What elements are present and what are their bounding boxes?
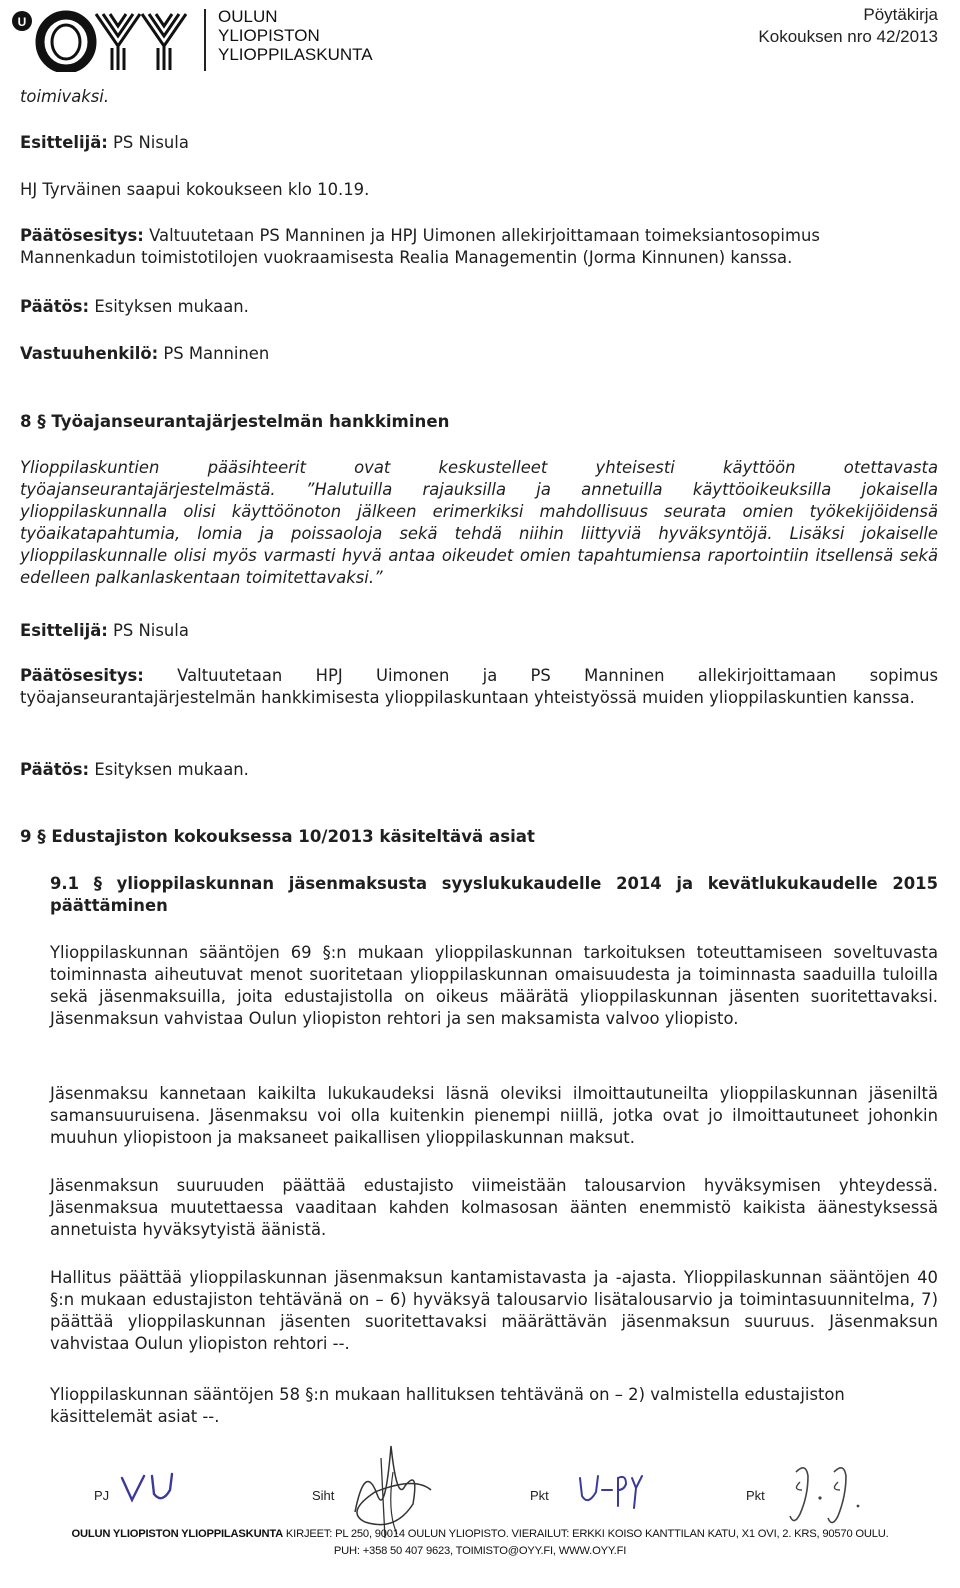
footer-contact: PUH: +358 50 407 9623, TOIMISTO@OYY.FI, WWW.OYY.FI bbox=[333, 1545, 627, 1557]
section-8-quote-wrap bbox=[20, 457, 938, 589]
section-9-heading-wrap bbox=[20, 826, 938, 848]
responsible-text: PS Manninen bbox=[158, 344, 270, 363]
pj-label: PJ bbox=[94, 1488, 110, 1503]
section-8-decision-label: Päätös: bbox=[20, 760, 90, 779]
footer-org: OULUN YLIOPISTON YLIOPPILASKUNTA bbox=[71, 1528, 284, 1540]
section-8-heading: 8 § Työajanseurantajärjestelmän hankkiminen bbox=[20, 412, 450, 431]
presenter-value: PS Nisula bbox=[107, 133, 189, 152]
section-8-quote: Ylioppilaskuntien pääsihteerit ovat keskustelleet yhteisesti käyttöön otettavasta työajanseurantajärjestelmästä. ”Halutuilla rajauksilla ja annetuilla käyttöoikeuksilla jokaisella ylioppilaskunnalla olisi käyttöönoton jälkeen erimerkiksi mahdollisuus seurata omien työkekijöidensä työaikatapahtumia, lomia ja poissaoloja sekä tehdä niihin liittyviä hyväksyntöjä. Lisäksi jokaiselle ylioppilaskunnalle olisi myös varmasti hyvä antaa oikeudet omien tapahtumiensa raportointiin itsellensä sekä edelleen palkanlaskentaan toimitettavaksi.” bbox=[20, 458, 938, 587]
meeting-number: Kokouksen nro 42/2013 bbox=[758, 27, 938, 46]
univ-line-3: YLIOPPILASKUNTA bbox=[218, 45, 373, 64]
document-type: Pöytäkirja bbox=[863, 5, 938, 24]
presenter-label: Esittelijä: bbox=[20, 133, 108, 152]
pkt1-initials-signature bbox=[574, 1468, 654, 1514]
signature-row bbox=[0, 1448, 960, 1538]
section-8-presenter-value: PS Nisula bbox=[107, 621, 189, 640]
section-8-proposal bbox=[20, 665, 938, 709]
pkt2-label: Pkt bbox=[746, 1488, 765, 1503]
section-91-paragraph-4: Hallitus päättää ylioppilaskunnan jäsenmaksun kantamistavasta ja -ajasta. Ylioppilaskunnan sääntöjen 40 §:n mukaan edustajiston tehtävänä on – 6) hyväksyä talousarvio lisätalousarvio ja toimintasuunnitelma, 7) päättää ylioppilaskunnan jäsenten suoritettavaksi määrättävän jäsenmaksun suuruus. Jäsenmaksun vahvistaa Oulun yliopiston rehtori --. bbox=[50, 1268, 938, 1353]
section-91-paragraph-5: Ylioppilaskunnan sääntöjen 58 §:n mukaan hallituksen tehtävänä on – 2) valmistella edustajiston käsittelemät asiat --. bbox=[50, 1385, 845, 1426]
text-continued bbox=[20, 86, 938, 108]
decision-label: Päätös: bbox=[20, 297, 90, 316]
section-8-presenter bbox=[20, 620, 938, 642]
proposal-text: Valtuutetaan PS Manninen ja HPJ Uimonen allekirjoittamaan toimeksiantosopimus Mannenkadun toimistotilojen vuokraamisesta Realia Managementin (Jorma Kinnunen) kanssa. bbox=[20, 226, 820, 267]
header-divider bbox=[204, 9, 206, 71]
section-91-p1-wrap bbox=[50, 942, 938, 1030]
pkt1-label: Pkt bbox=[530, 1488, 549, 1503]
section-8-decision-text: Esityksen mukaan. bbox=[89, 760, 249, 779]
arrival-text: HJ Tyrväinen saapui kokoukseen klo 10.19. bbox=[20, 180, 370, 199]
proposal-label: Päätösesitys: bbox=[20, 226, 144, 245]
pj-initials-signature bbox=[118, 1466, 198, 1510]
section-8-presenter-label: Esittelijä: bbox=[20, 621, 108, 640]
document-meta bbox=[758, 4, 938, 48]
footer-address: KIRJEET: PL 250, 90014 OULUN YLIOPISTO. VIERAILUT: ERKKI KOISO KANTTILAN KATU, X1 OVI, 2. KRS, 90570 OULU. bbox=[283, 1528, 889, 1540]
section-8-proposal-text: Valtuutetaan HPJ Uimonen ja PS Manninen allekirjoittamaan sopimus työajanseurantajärjestelmän hankkimisesta ylioppilaskuntaan yhteistyössä muiden ylioppilaskuntien kanssa. bbox=[20, 666, 938, 707]
section-91-paragraph-1: Ylioppilaskunnan sääntöjen 69 §:n mukaan ylioppilaskunnan tarkoituksen toteuttamiseen soveltuvasta toiminnasta aiheutuvat menot suoritetaan ylioppilaskunnan omaisuudesta ja toiminnasta saaduilla tuloilla sekä jäsenmaksuilla, joita edustajistolla on oikeus määrätä ylioppilaskunnan jäsenten suoritettavaksi. Jäsenmaksun vahvistaa Oulun yliopiston rehtori ja sen maksamista valvoo yliopisto. bbox=[50, 943, 938, 1028]
responsible-label: Vastuuhenkilö: bbox=[20, 344, 159, 363]
svg-text:U: U bbox=[17, 15, 27, 29]
univ-line-2: YLIOPISTON bbox=[218, 26, 320, 45]
section-91-heading-wrap bbox=[50, 873, 938, 917]
section-91-p5-wrap bbox=[50, 1384, 938, 1428]
proposal-block bbox=[20, 225, 938, 269]
section-91-p2-wrap bbox=[50, 1083, 938, 1149]
section-91-paragraph-2: Jäsenmaksu kannetaan kaikilta lukukaudeksi läsnä oleviksi ilmoittautuneilta ylioppilaskunnan jäseniltä samansuuruisena. Jäsenmaksu voi olla kuitenkin pienempi niillä, jotka ovat jo ilmoittautuneet johonkin muuhun yliopistoon ja maksaneet paikallisen ylioppilaskunnan maksut. bbox=[50, 1084, 938, 1147]
decision-line bbox=[20, 296, 938, 318]
section-8-proposal-label: Päätösesitys: bbox=[20, 666, 144, 685]
section-8-decision bbox=[20, 759, 938, 781]
responsible-line bbox=[20, 343, 938, 365]
presenter-line bbox=[20, 132, 938, 154]
page-footer bbox=[0, 1526, 960, 1560]
section-91-p4-wrap bbox=[50, 1267, 938, 1355]
section-8-heading-wrap bbox=[20, 411, 938, 433]
section-91-p3-wrap bbox=[50, 1175, 938, 1241]
university-name bbox=[218, 7, 373, 64]
section-91-paragraph-3: Jäsenmaksun suuruuden päättää edustajisto viimeistään talousarvion hyväksymisen yhteydessä. Jäsenmaksua muutettaessa vaaditaan kahden kolmasosan äänten enemmistö kaikista äänestyksessä annetuista hyväksytyistä äänistä. bbox=[50, 1176, 938, 1239]
siht-label: Siht bbox=[312, 1488, 335, 1503]
decision-text: Esityksen mukaan. bbox=[89, 297, 249, 316]
pkt2-initials-signature bbox=[786, 1460, 876, 1534]
section-91-heading: 9.1 § ylioppilaskunnan jäsenmaksusta syyslukukaudelle 2014 ja kevätlukukaudelle 2015 päättäminen bbox=[50, 874, 938, 915]
arrival-note bbox=[20, 179, 938, 201]
oyy-logo bbox=[10, 8, 200, 72]
continued-text: toimivaksi. bbox=[20, 87, 110, 106]
section-9-heading: 9 § Edustajiston kokouksessa 10/2013 käsiteltävä asiat bbox=[20, 827, 535, 846]
univ-line-1: OULUN bbox=[218, 7, 278, 26]
